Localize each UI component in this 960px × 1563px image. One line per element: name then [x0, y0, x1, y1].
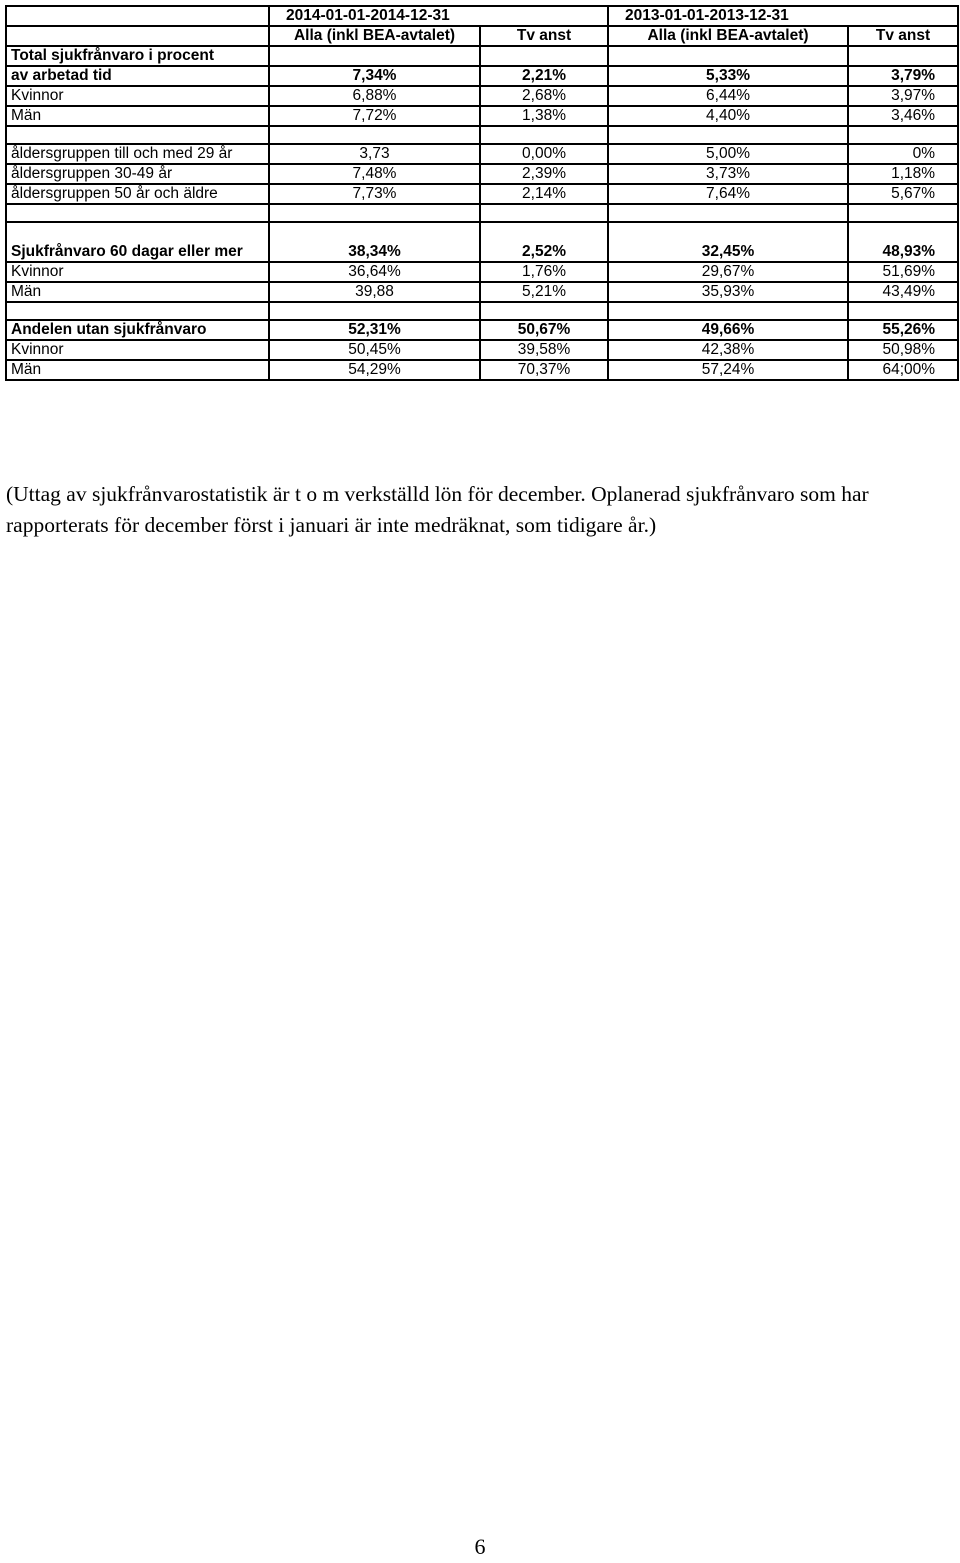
header-empty	[6, 26, 269, 46]
cell-value: 50,45%	[269, 340, 480, 360]
cell-value: 51,69%	[848, 262, 958, 282]
period-2013: 2013-01-01-2013-12-31	[608, 6, 958, 26]
spacer-row	[6, 126, 958, 144]
row-label: Män	[6, 282, 269, 302]
cell-value: 7,34%	[269, 66, 480, 86]
cell-value: 70,37%	[480, 360, 608, 380]
cell-value: 35,93%	[608, 282, 848, 302]
cell-value: 2,14%	[480, 184, 608, 204]
cell-value: 2,39%	[480, 164, 608, 184]
cell-value: 7,48%	[269, 164, 480, 184]
table-row	[6, 360, 958, 380]
row-label: Män	[6, 106, 269, 126]
cell-value: 5,00%	[608, 144, 848, 164]
cell-value: 4,40%	[608, 106, 848, 126]
cell-value: 3,79%	[848, 66, 958, 86]
cell-value: 6,88%	[269, 86, 480, 106]
row-label: Andelen utan sjukfrånvaro	[6, 320, 269, 340]
cell-value: 42,38%	[608, 340, 848, 360]
cell-value: 3,73%	[608, 164, 848, 184]
cell-value: 1,38%	[480, 106, 608, 126]
cell-value: 3,97%	[848, 86, 958, 106]
cell-value: 50,67%	[480, 320, 608, 340]
cell-value: 7,64%	[608, 184, 848, 204]
cell-value: 2,68%	[480, 86, 608, 106]
spacer-row	[6, 204, 958, 222]
table-row	[6, 46, 958, 66]
col-tv-2013: Tv anst	[848, 26, 958, 46]
cell-value: 48,93%	[848, 222, 958, 262]
table-row	[6, 282, 958, 302]
row-label: Män	[6, 360, 269, 380]
table-row	[6, 184, 958, 204]
cell-value: 7,73%	[269, 184, 480, 204]
period-2014: 2014-01-01-2014-12-31	[269, 6, 608, 26]
cell-value: 50,98%	[848, 340, 958, 360]
cell-value: 38,34%	[269, 222, 480, 262]
cell-value: 64;00%	[848, 360, 958, 380]
cell-value: 43,49%	[848, 282, 958, 302]
header-empty	[6, 6, 269, 26]
cell-value: 52,31%	[269, 320, 480, 340]
table-row	[6, 340, 958, 360]
row-label: av arbetad tid	[6, 66, 269, 86]
header-row-periods	[6, 6, 958, 26]
table-row	[6, 144, 958, 164]
cell-value: 0%	[848, 144, 958, 164]
spacer-row	[6, 302, 958, 320]
table-row	[6, 164, 958, 184]
cell-value: 57,24%	[608, 360, 848, 380]
footnote: (Uttag av sjukfrånvarostatistik är t o m verkställd lön för december. Oplanerad sjukfrånvaro som har rapporterats för december först i januari är inte medräknat, som tidigare år.)	[6, 481, 869, 537]
table-row	[6, 106, 958, 126]
col-alla-2014: Alla (inkl BEA-avtalet)	[269, 26, 480, 46]
cell-value: 3,73	[269, 144, 480, 164]
table-row	[6, 320, 958, 340]
row-label: åldersgruppen 30-49 år	[6, 164, 269, 184]
table-row	[6, 66, 958, 86]
col-tv-2014: Tv anst	[480, 26, 608, 46]
header-row-columns	[6, 26, 958, 46]
page-number: 6	[474, 1534, 486, 1559]
row-label: Sjukfrånvaro 60 dagar eller mer	[6, 222, 269, 262]
cell-value: 32,45%	[608, 222, 848, 262]
sick-leave-table	[5, 5, 959, 381]
cell-value: 2,21%	[480, 66, 608, 86]
cell-value: 7,72%	[269, 106, 480, 126]
cell-value: 29,67%	[608, 262, 848, 282]
row-label: Kvinnor	[6, 262, 269, 282]
row-label: Total sjukfrånvaro i procent	[6, 46, 269, 66]
col-alla-2013: Alla (inkl BEA-avtalet)	[608, 26, 848, 46]
cell-value: 36,64%	[269, 262, 480, 282]
cell-value: 55,26%	[848, 320, 958, 340]
cell-value: 5,33%	[608, 66, 848, 86]
cell-value: 1,18%	[848, 164, 958, 184]
cell-value: 39,58%	[480, 340, 608, 360]
cell-value: 0,00%	[480, 144, 608, 164]
table-row	[6, 86, 958, 106]
cell-value: 6,44%	[608, 86, 848, 106]
cell-value: 5,21%	[480, 282, 608, 302]
cell-value: 1,76%	[480, 262, 608, 282]
table-row	[6, 222, 958, 262]
cell-value: 54,29%	[269, 360, 480, 380]
row-label: åldersgruppen till och med 29 år	[6, 144, 269, 164]
cell-value: 39,88	[269, 282, 480, 302]
row-label: Kvinnor	[6, 86, 269, 106]
cell-value: 3,46%	[848, 106, 958, 126]
row-label: åldersgruppen 50 år och äldre	[6, 184, 269, 204]
table-row	[6, 262, 958, 282]
cell-value: 49,66%	[608, 320, 848, 340]
cell-value: 5,67%	[848, 184, 958, 204]
cell-value: 2,52%	[480, 222, 608, 262]
row-label: Kvinnor	[6, 340, 269, 360]
